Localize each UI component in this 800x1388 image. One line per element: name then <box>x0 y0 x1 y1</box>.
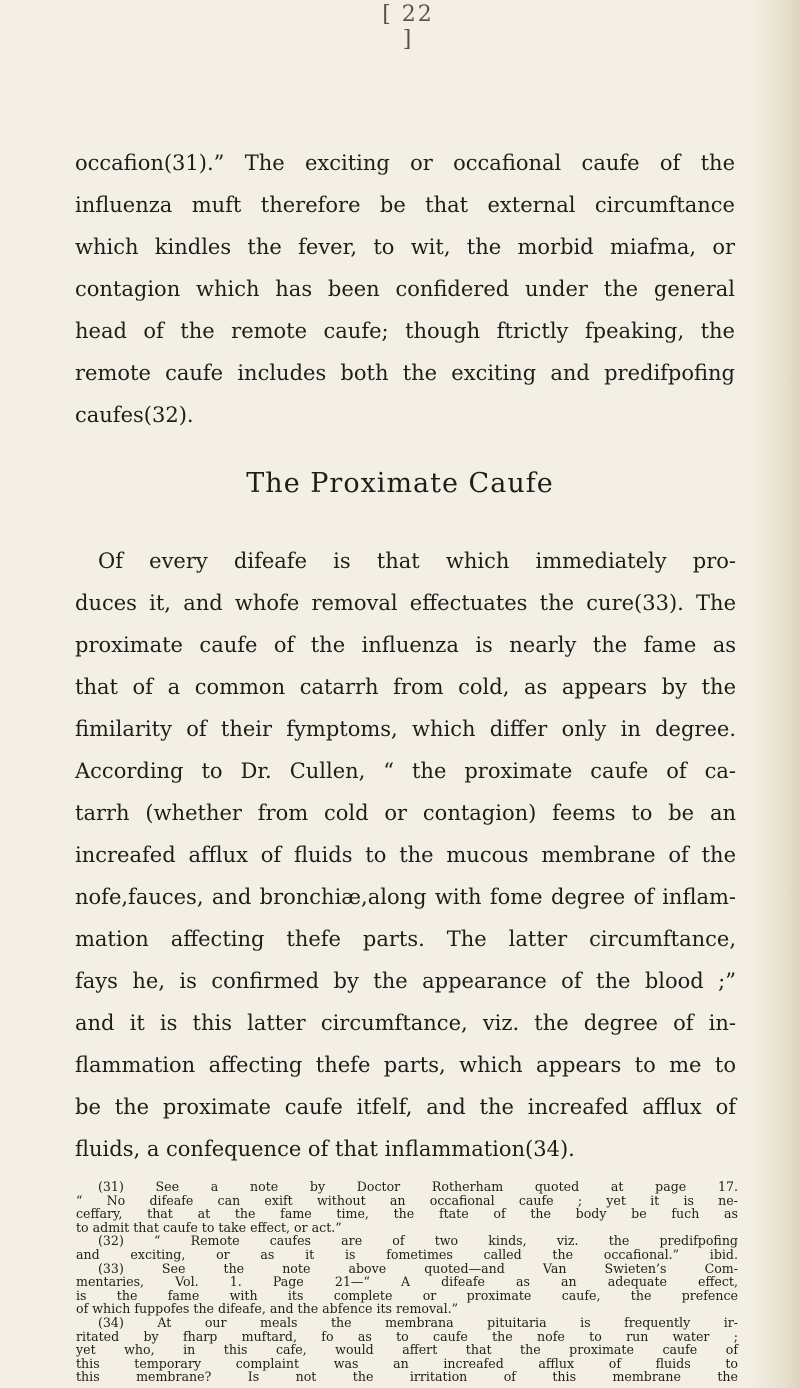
footnote-line: (33) See the note above quoted—and Van Swieten’s Com- <box>98 1260 738 1276</box>
footnote-line: and exciting, or as it is fometimes called the occafional.” ibid. <box>76 1246 738 1262</box>
text-line: increafed afflux of fluids to the mucous membrane of the <box>75 843 736 867</box>
text-line: that of a common catarrh from cold, as appears by the <box>75 675 736 699</box>
text-line: which kindles the fever, to wit, the morbid miafma, or <box>75 235 735 259</box>
text-line: Of every difeafe is that which immediately pro- <box>98 549 736 573</box>
footnote-line: (32) “ Remote caufes are of two kinds, viz. the predifpofing <box>98 1233 738 1249</box>
text-line: caufes(32). <box>75 403 194 427</box>
text-line: According to Dr. Cullen, “ the proximate caufe of ca- <box>75 759 736 783</box>
footnotes-compact <box>76 1180 738 1384</box>
footnote-line: this temporary complaint was an increafed afflux of fluids to <box>76 1355 738 1371</box>
footnote-line: mentaries, Vol. 1. Page 21—“ A difeafe as an adequate effect, <box>76 1274 738 1290</box>
section-heading: The Proximate Caufe <box>246 468 554 499</box>
text-line: influenza muft therefore be that external circumftance <box>75 193 735 217</box>
footnote-line: this membrane? Is not the irritation of this membrane the <box>76 1369 738 1385</box>
text-line: fimilarity of their fymptoms, which differ only in degree. <box>75 717 736 741</box>
text-line: be the proximate caufe itfelf, and the increafed afflux of <box>75 1095 736 1119</box>
text-line: and it is this latter circumftance, viz. the degree of in- <box>75 1011 736 1035</box>
footnote-line: is the fame with its complete or proximate caufe, the prefence <box>76 1287 738 1303</box>
footnote-line: yet who, in this cafe, would affert that the proximate caufe of <box>76 1342 738 1358</box>
footnote-line: “ No difeafe can exift without an occafional caufe ; yet it is ne- <box>76 1192 738 1208</box>
text-line: fluids, a confequence of that inflammation(34). <box>75 1137 575 1161</box>
text-line: tarrh (whether from cold or contagion) feems to be an <box>75 801 736 825</box>
text-line: mation affecting thefe parts. The latter circumftance, <box>75 927 736 951</box>
text-line: contagion which has been confidered under the general <box>75 277 735 301</box>
page-edge-shadow <box>752 0 800 1388</box>
text-line: head of the remote caufe; though ftrictly fpeaking, the <box>75 319 735 343</box>
text-line: nofe,fauces, and bronchiæ,along with fome degree of inflam- <box>75 885 736 909</box>
footnote-line: to admit that caufe to take effect, or act.” <box>76 1219 342 1235</box>
footnote-line: ceffary, that at the fame time, the ftate of the body be fuch as <box>76 1206 738 1222</box>
text-line: fays he, is confirmed by the appearance of the blood ;” <box>75 969 736 993</box>
text-line: remote caufe includes both the exciting and predifpofing <box>75 361 735 385</box>
footnote-line: ritated by fharp muftard, fo as to caufe the nofe to run water ; <box>76 1328 738 1344</box>
footnote-line: (34) At our meals the membrana pituitaria is frequently ir- <box>98 1314 738 1330</box>
page-number: [ 22 ] <box>382 2 434 52</box>
text-line: flammation affecting thefe parts, which appears to me to <box>75 1053 736 1077</box>
text-line: occafion(31).” The exciting or occafional caufe of the <box>75 151 735 175</box>
footnote-line: of which fuppofes the difeafe, and the abfence its removal.” <box>76 1301 459 1317</box>
footnote-line: (31) See a note by Doctor Rotherham quoted at page 17. <box>98 1179 738 1194</box>
text-line: duces it, and whofe removal effectuates the cure(33). The <box>75 591 736 615</box>
text-line: proximate caufe of the influenza is nearly the fame as <box>75 633 736 657</box>
